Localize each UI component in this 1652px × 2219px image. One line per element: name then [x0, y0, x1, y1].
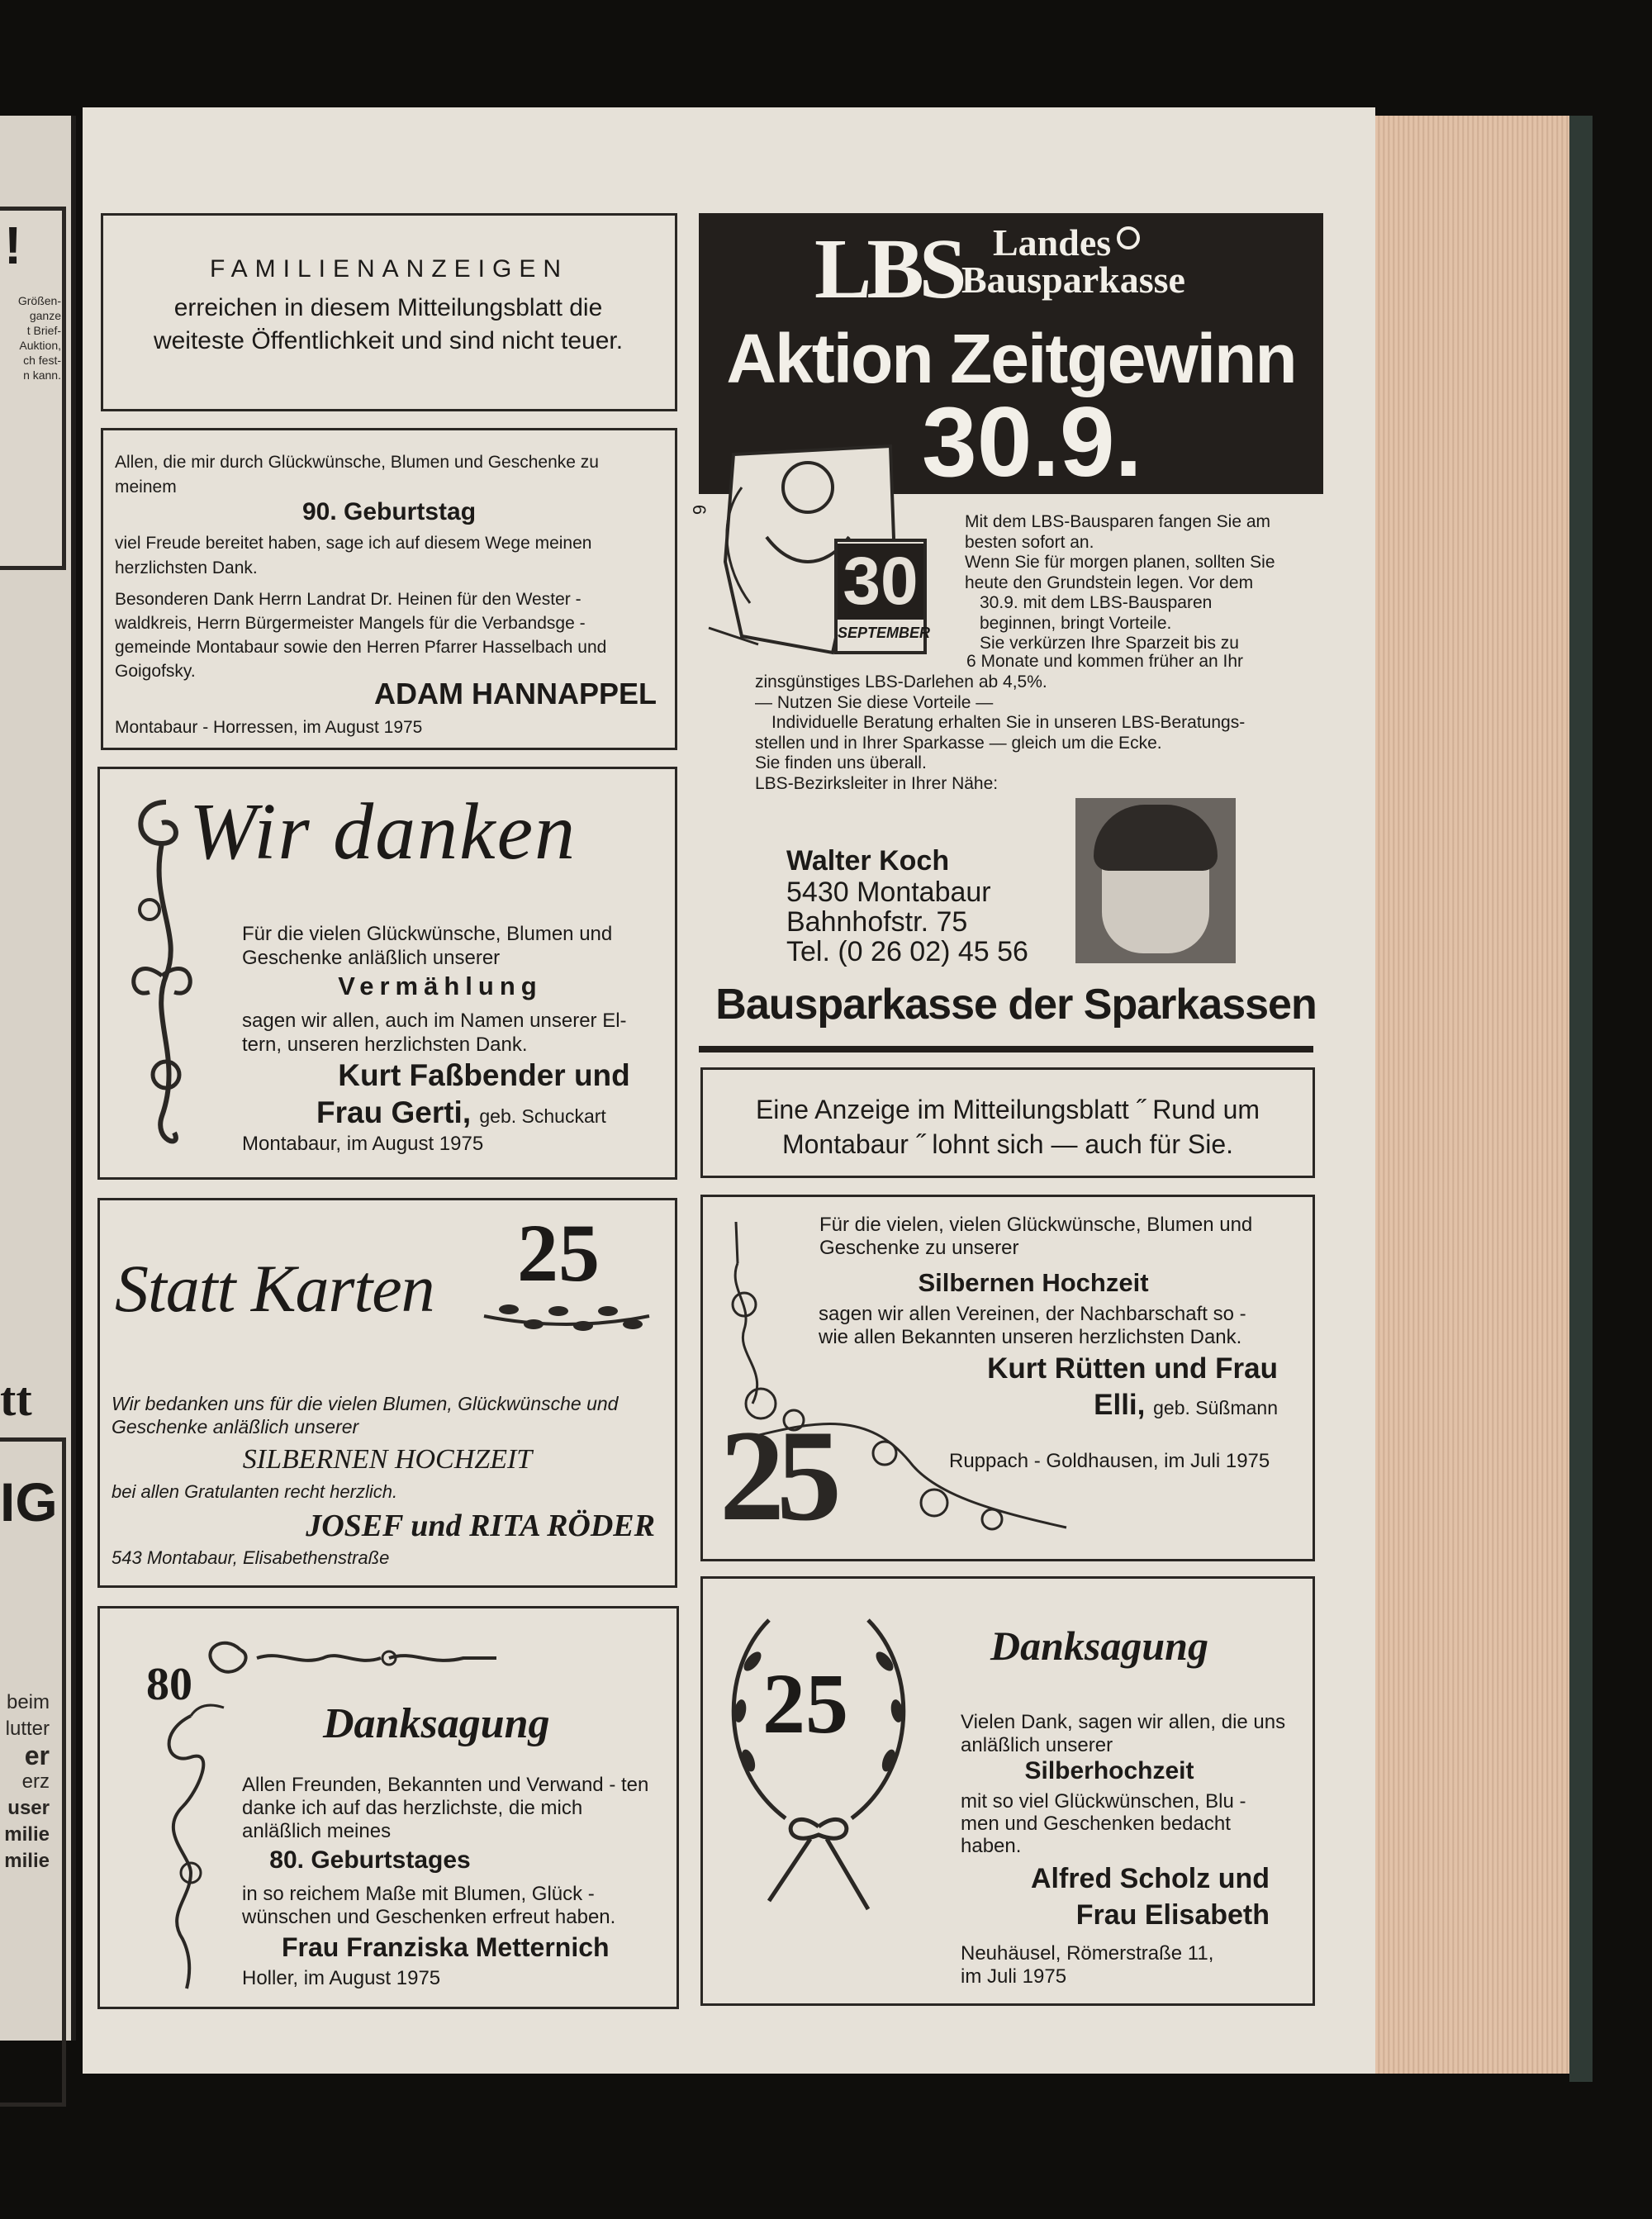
portrait-hair	[1094, 805, 1218, 871]
ad-occasion: Silberhochzeit	[1024, 1757, 1194, 1784]
ad-signature-name: ADAM HANNAPPEL	[374, 677, 657, 710]
ad-90-geburtstag	[101, 428, 677, 750]
ad-danksagung-80	[97, 1606, 679, 2009]
ad-signature-name: Frau Elisabeth	[1075, 1899, 1270, 1931]
contact-phone: Tel. (0 26 02) 45 56	[786, 936, 1028, 967]
ad-occasion: 90. Geburtstag	[301, 498, 477, 525]
ad-number: 25	[762, 1656, 848, 1751]
left-page-box	[0, 1437, 66, 2107]
ad-signature-name: Kurt Rütten und Frau	[987, 1352, 1278, 1385]
ad-signature-name: Elli, geb. Süßmann	[1094, 1389, 1278, 1421]
lbs-body-line: 6 Monate und kommen früher an Ihr	[966, 652, 1244, 671]
left-fragment: beim lutter er erz user milie milie	[4, 1691, 50, 1872]
ad-title: Danksagung	[323, 1700, 550, 1747]
calendar-month: SEPTEMBER	[838, 625, 931, 641]
calendar-day: 30	[838, 544, 923, 620]
lbs-body: zinsgünstiges LBS-Darlehen ab 4,5%. — Nutzen Sie diese Vorteile — Individuelle Beratung erhalten Sie in unseren LBS-Beratungs- stellen und in Ihrer Sparkasse — gleich um die Ecke. Sie finden uns überall. LBS-Bezirksleiter in Ihrer Nähe:	[755, 672, 1246, 793]
ad-body-text: sagen wir allen, auch im Namen unserer El- tern, unseren herzlichsten Dank.	[242, 1010, 627, 1056]
ad-occasion: SILBERNEN HOCHZEIT	[242, 1444, 533, 1475]
left-fragment: Größen- ganze t Brief- Auktion, ch fest- n kann.	[17, 294, 61, 382]
ad-title: Wir danken	[189, 787, 577, 877]
lbs-side-number: 6	[689, 504, 710, 516]
ad-place-date: Neuhäusel, Römerstraße 11, im Juli 1975	[961, 1942, 1214, 1988]
left-fragment: tt	[0, 1372, 32, 1426]
ad-wir-danken	[97, 767, 677, 1180]
ad-title: Statt Karten	[115, 1251, 434, 1326]
ad-number: 25	[517, 1207, 600, 1299]
ad-intro-text: Allen, die mir durch Glückwünsche, Blumen und Geschenke zu meinem	[115, 453, 599, 497]
ad-danksagung-silberhochzeit	[700, 1576, 1315, 2006]
contact-name: Walter Koch	[786, 845, 950, 877]
ad-signature-name: Frau Franziska Metternich	[282, 1932, 610, 1962]
ad-occasion: Vermählung	[338, 972, 543, 1000]
ad-body-text: Für die vielen Glückwünsche, Blumen und Geschenke anläßlich unserer	[242, 923, 613, 969]
ad-body-text: viel Freude bereitet haben, sage ich auf diesem Wege meinen herzlichsten Dank.	[115, 534, 592, 577]
divider	[699, 1046, 1313, 1052]
contact-city: 5430 Montabaur	[786, 877, 991, 908]
book-cover	[1569, 116, 1593, 2082]
ad-body-text: mit so viel Glückwünschen, Blu - men und Geschenken bedacht haben.	[961, 1790, 1246, 1857]
laurel-icon	[476, 1291, 657, 1341]
left-fragment: IG	[0, 1471, 58, 1532]
ad-number: 80	[146, 1659, 192, 1710]
ad-body-text: Wir bedanken uns für die vielen Blumen, Glückwünsche und Geschenke anläßlich unserer	[112, 1393, 619, 1437]
lbs-contact	[786, 844, 1067, 967]
familienanzeigen-heading: FAMILIENANZEIGEN	[209, 255, 569, 283]
ad-signature-name: Alfred Scholz und	[1031, 1863, 1270, 1894]
ad-place-date: Ruppach - Goldhausen, im Juli 1975	[949, 1450, 1270, 1472]
ad-body-text: in so reichem Maße mit Blumen, Glück - wünschen und Geschenken erfreut haben.	[242, 1883, 616, 1928]
left-page-edge	[0, 116, 76, 2041]
lbs-footer: Bausparkasse der Sparkassen	[715, 981, 1317, 1029]
mitteilungsblatt-box	[700, 1067, 1315, 1178]
mitteilungsblatt-line: Eine Anzeige im Mitteilungsblatt ˝ Rund um	[755, 1095, 1260, 1124]
mitteilungsblatt-line: Montabaur ˝ lohnt sich — auch für Sie.	[781, 1129, 1234, 1159]
ad-statt-karten	[97, 1198, 677, 1588]
ad-place-date: 543 Montabaur, Elisabethenstraße	[112, 1547, 390, 1568]
left-fragment: !	[4, 216, 22, 275]
contact-photo	[1075, 798, 1236, 963]
lbs-landes: Landes	[993, 221, 1112, 264]
ad-body-text: Besonderen Dank Herrn Landrat Dr. Heinen für den Wester - waldkreis, Herrn Bürgermeister Mangels für die Verbandsge - gemeinde Montabaur sowie den Herren Pfarrer Hasselbach und Goigofsky.	[115, 590, 607, 681]
ad-body-text: Für die vielen, vielen Glückwünsche, Blumen und Geschenke zu unserer	[819, 1214, 1253, 1259]
familienanzeigen-box	[101, 213, 677, 411]
house-logo-icon	[1117, 226, 1140, 249]
ad-signature-name: Kurt Faßbender und	[338, 1058, 630, 1092]
ad-signature-name: Frau Gerti, geb. Schuckart	[316, 1095, 606, 1129]
ad-number: 25	[719, 1404, 833, 1548]
ad-place-date: Montabaur - Horressen, im August 1975	[115, 718, 423, 737]
lbs-bausparkasse: Bausparkasse	[961, 259, 1185, 301]
ad-body-text: bei allen Gratulanten recht herzlich.	[112, 1481, 398, 1502]
contact-street: Bahnhofstr. 75	[786, 906, 968, 938]
familienanzeigen-text: erreichen in diesem Mitteilungsblatt die weiteste Öffentlichkeit und sind nicht teuer.	[153, 294, 624, 354]
ad-body-text: sagen wir allen Vereinen, der Nachbarschaft so - wie allen Bekannten unseren herzlichsten Dank.	[819, 1303, 1246, 1348]
lbs-headline: Aktion Zeitgewinn	[726, 320, 1296, 397]
ad-body-text: Vielen Dank, sagen wir allen, die uns anläßlich unserer	[961, 1711, 1286, 1756]
lbs-body: Mit dem LBS-Bausparen fangen Sie am besten sofort an. Wenn Sie für morgen planen, sollten Sie heute den Grundstein legen. Vor dem 30.9. mit dem LBS-Bausparen beginnen, bringt Vorteile. Sie verkürzen Ihre Sparzeit bis zu	[965, 512, 1275, 653]
left-page-box	[0, 207, 66, 570]
calendar-icon	[834, 539, 931, 654]
ad-occasion: Silbernen Hochzeit	[918, 1268, 1149, 1297]
ad-signature-name: JOSEF und RITA RÖDER	[306, 1509, 655, 1543]
page-stack	[1375, 116, 1586, 2074]
ad-place-date: Holler, im August 1975	[242, 1967, 441, 1989]
ad-body-text: Allen Freunden, Bekannten und Verwand - ten danke ich auf das herzlichste, die mich anläßlich meines	[242, 1774, 649, 1842]
ad-silberne-hochzeit	[700, 1195, 1315, 1561]
lbs-date: 30.9.	[922, 387, 1142, 497]
ad-place-date: Montabaur, im August 1975	[242, 1133, 484, 1155]
ad-title: Danksagung	[990, 1623, 1208, 1669]
ad-occasion: 80. Geburtstages	[269, 1846, 471, 1874]
lbs-logo: LBS	[814, 221, 962, 316]
